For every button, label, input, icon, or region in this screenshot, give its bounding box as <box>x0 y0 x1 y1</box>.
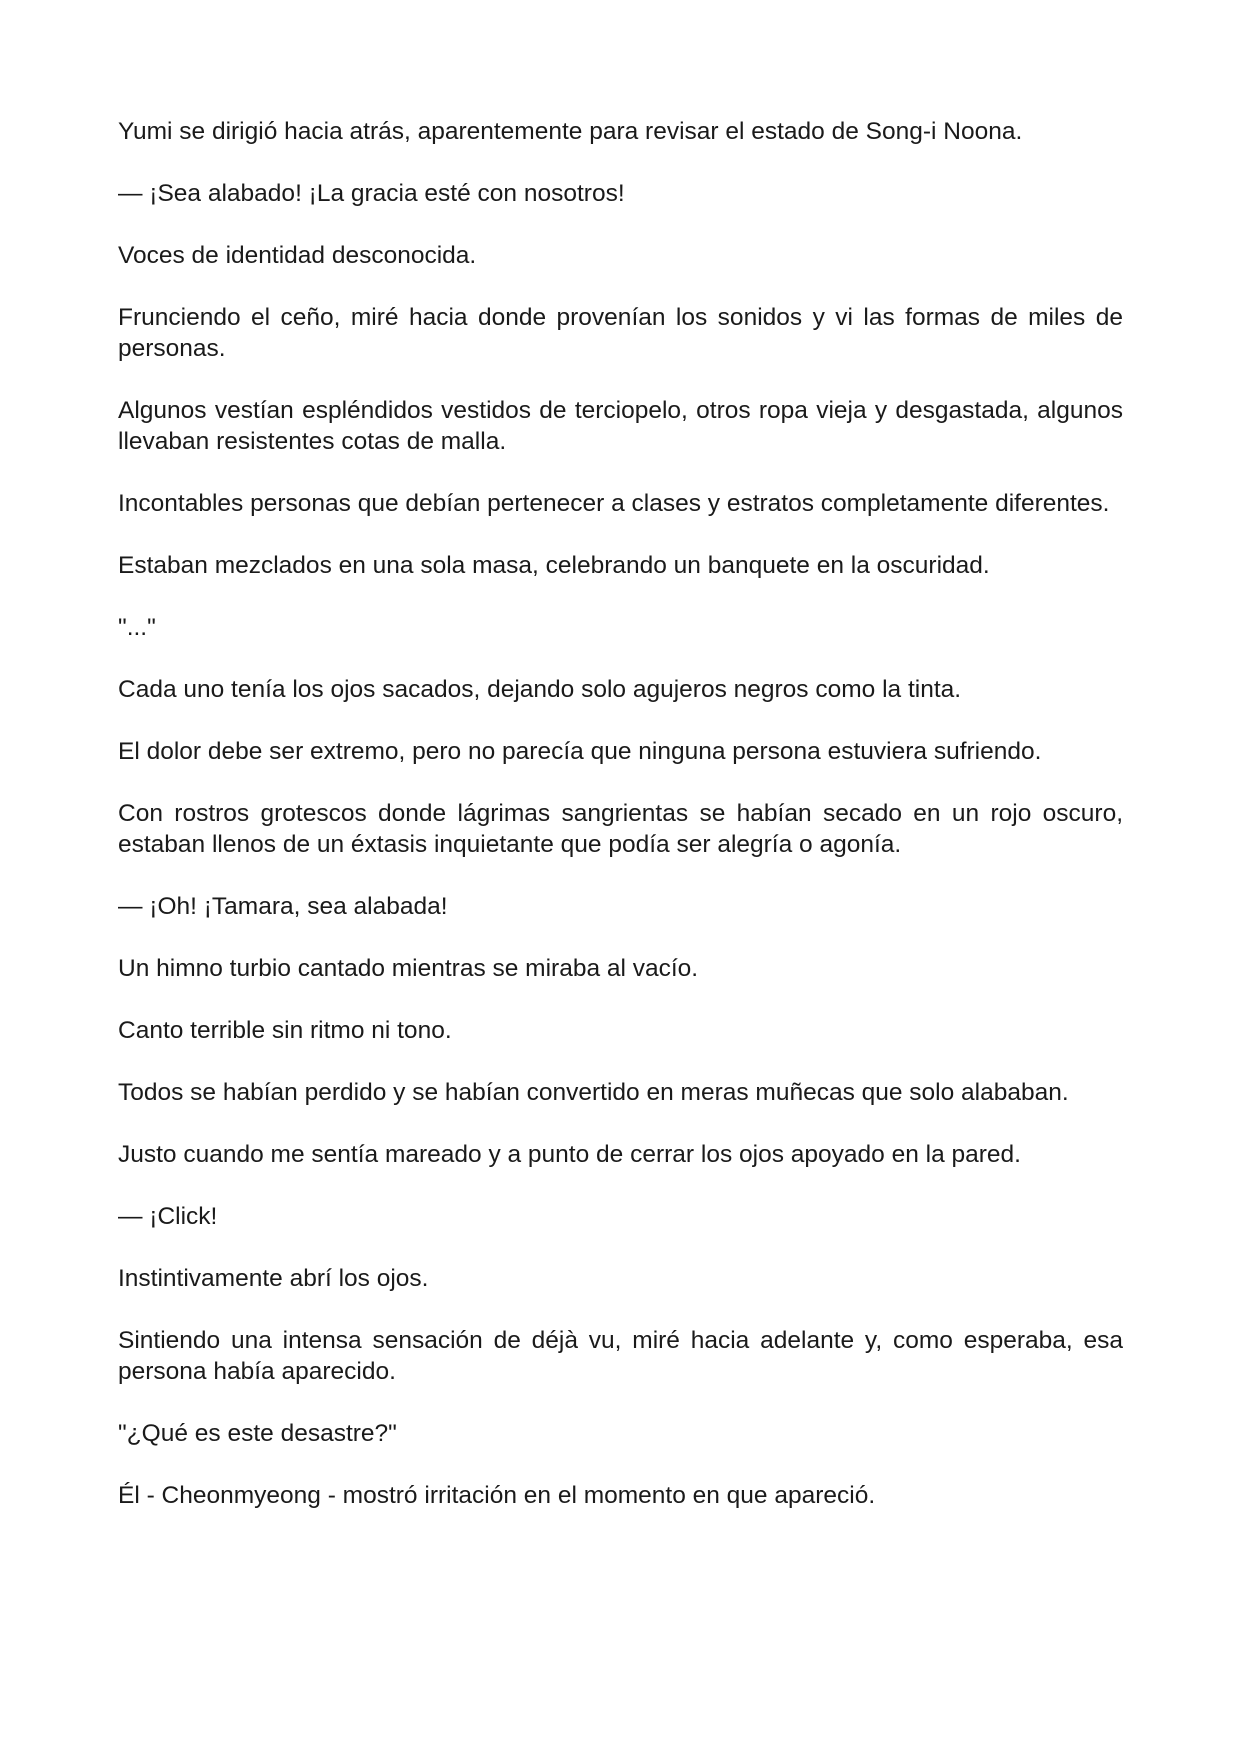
paragraph: Todos se habían perdido y se habían convertido en meras muñecas que solo alababan. <box>118 1079 1069 1106</box>
paragraph: Algunos vestían espléndidos vestidos de terciopelo, otros ropa vieja y desgastada, algunos llevaban resistentes cotas de malla. <box>118 397 1123 455</box>
paragraph: Con rostros grotescos donde lágrimas sangrientas se habían secado en un rojo oscuro, estaban llenos de un éxtasis inquietante que podía ser alegría o agonía. <box>118 800 1123 858</box>
paragraph: Yumi se dirigió hacia atrás, aparentemente para revisar el estado de Song-i Noona. <box>118 118 1023 145</box>
paragraph: Instintivamente abrí los ojos. <box>118 1265 429 1292</box>
paragraph: Voces de identidad desconocida. <box>118 242 477 269</box>
paragraph: — ¡Sea alabado! ¡La gracia esté con nosotros! <box>118 180 625 207</box>
paragraph: "..." <box>118 614 156 641</box>
paragraph: Él - Cheonmyeong - mostró irritación en el momento en que apareció. <box>118 1482 876 1509</box>
paragraph: — ¡Click! <box>118 1203 218 1230</box>
paragraph: Un himno turbio cantado mientras se miraba al vacío. <box>118 955 699 982</box>
paragraph: Canto terrible sin ritmo ni tono. <box>118 1017 452 1044</box>
paragraph: Incontables personas que debían pertenecer a clases y estratos completamente diferentes. <box>118 490 1110 517</box>
paragraph: "¿Qué es este desastre?" <box>118 1420 397 1447</box>
paragraph: Sintiendo una intensa sensación de déjà vu, miré hacia adelante y, como esperaba, esa persona había aparecido. <box>118 1327 1123 1385</box>
paragraph: El dolor debe ser extremo, pero no parecía que ninguna persona estuviera sufriendo. <box>118 738 1042 765</box>
paragraph: Justo cuando me sentía mareado y a punto de cerrar los ojos apoyado en la pared. <box>118 1141 1021 1168</box>
paragraph: Cada uno tenía los ojos sacados, dejando solo agujeros negros como la tinta. <box>118 676 962 703</box>
paragraph: Estaban mezclados en una sola masa, celebrando un banquete en la oscuridad. <box>118 552 990 579</box>
paragraph: — ¡Oh! ¡Tamara, sea alabada! <box>118 893 448 920</box>
body-text <box>118 116 1123 1542</box>
paragraph: Frunciendo el ceño, miré hacia donde provenían los sonidos y vi las formas de miles de personas. <box>118 304 1123 362</box>
